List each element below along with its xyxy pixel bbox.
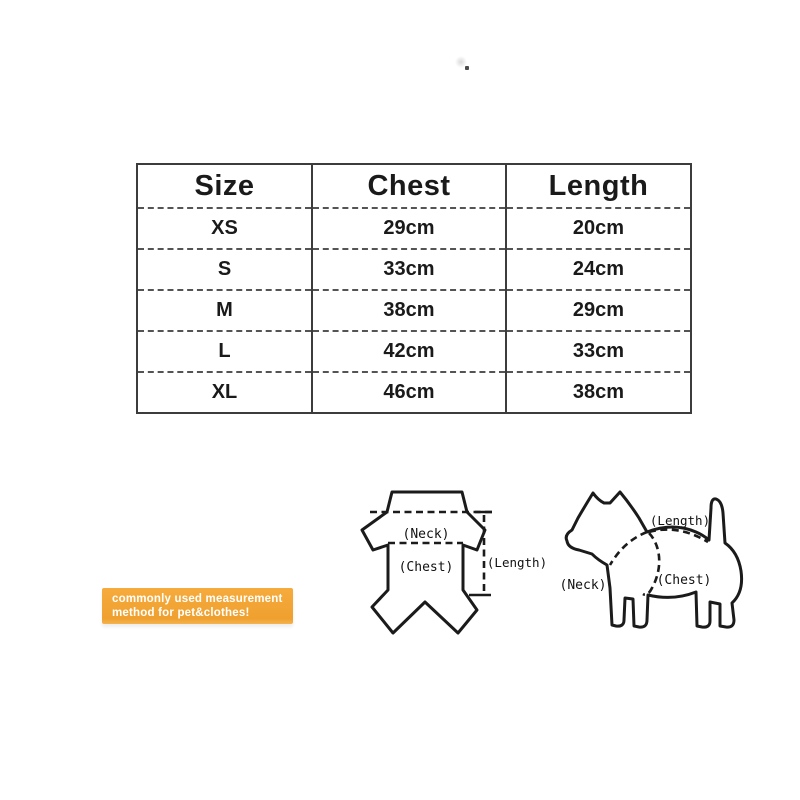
column-header-length: Length (548, 169, 649, 202)
size-cell: S (137, 249, 312, 290)
dog-length-label: (Length) (649, 513, 711, 528)
measurement-note-banner (102, 588, 293, 624)
length-cell: 33cm (506, 331, 691, 372)
chest-cell: 33cm (312, 249, 506, 290)
dog-neck-label: (Neck) (559, 578, 607, 593)
ink-speck (465, 66, 469, 70)
garment-chest-label: (Chest) (398, 560, 454, 575)
dog-neck-measure-line (610, 532, 647, 565)
length-cell: 38cm (506, 372, 691, 413)
table-row (137, 249, 691, 290)
length-cell: 29cm (506, 290, 691, 331)
chest-cell: 38cm (312, 290, 506, 331)
length-cell: 20cm (506, 208, 691, 249)
garment-length-label: (Length) (486, 555, 548, 570)
table-row (137, 372, 691, 413)
size-cell: XS (137, 208, 312, 249)
column-header-chest: Chest (312, 164, 506, 208)
table-header-row (137, 164, 691, 208)
size-cell: M (137, 290, 312, 331)
chest-cell: 29cm (312, 208, 506, 249)
garment-neck-label: (Neck) (402, 527, 450, 542)
note-banner-line2: method for pet&clothes! (112, 606, 250, 619)
size-cell: XL (137, 372, 312, 413)
size-cell: L (137, 331, 312, 372)
dog-length-measure-line (649, 530, 708, 542)
length-cell: 24cm (506, 249, 691, 290)
note-banner-line1: commonly used measurement (112, 593, 283, 605)
garment-diagram (335, 468, 560, 653)
dog-diagram (548, 468, 778, 653)
column-header-size: Size (137, 164, 312, 208)
table-row (137, 331, 691, 372)
chest-cell: 42cm (312, 331, 506, 372)
table-row (137, 208, 691, 249)
dog-chest-label: (Chest) (656, 573, 712, 588)
table-row (137, 290, 691, 331)
size-table (136, 163, 692, 414)
chest-cell: 46cm (312, 372, 506, 413)
